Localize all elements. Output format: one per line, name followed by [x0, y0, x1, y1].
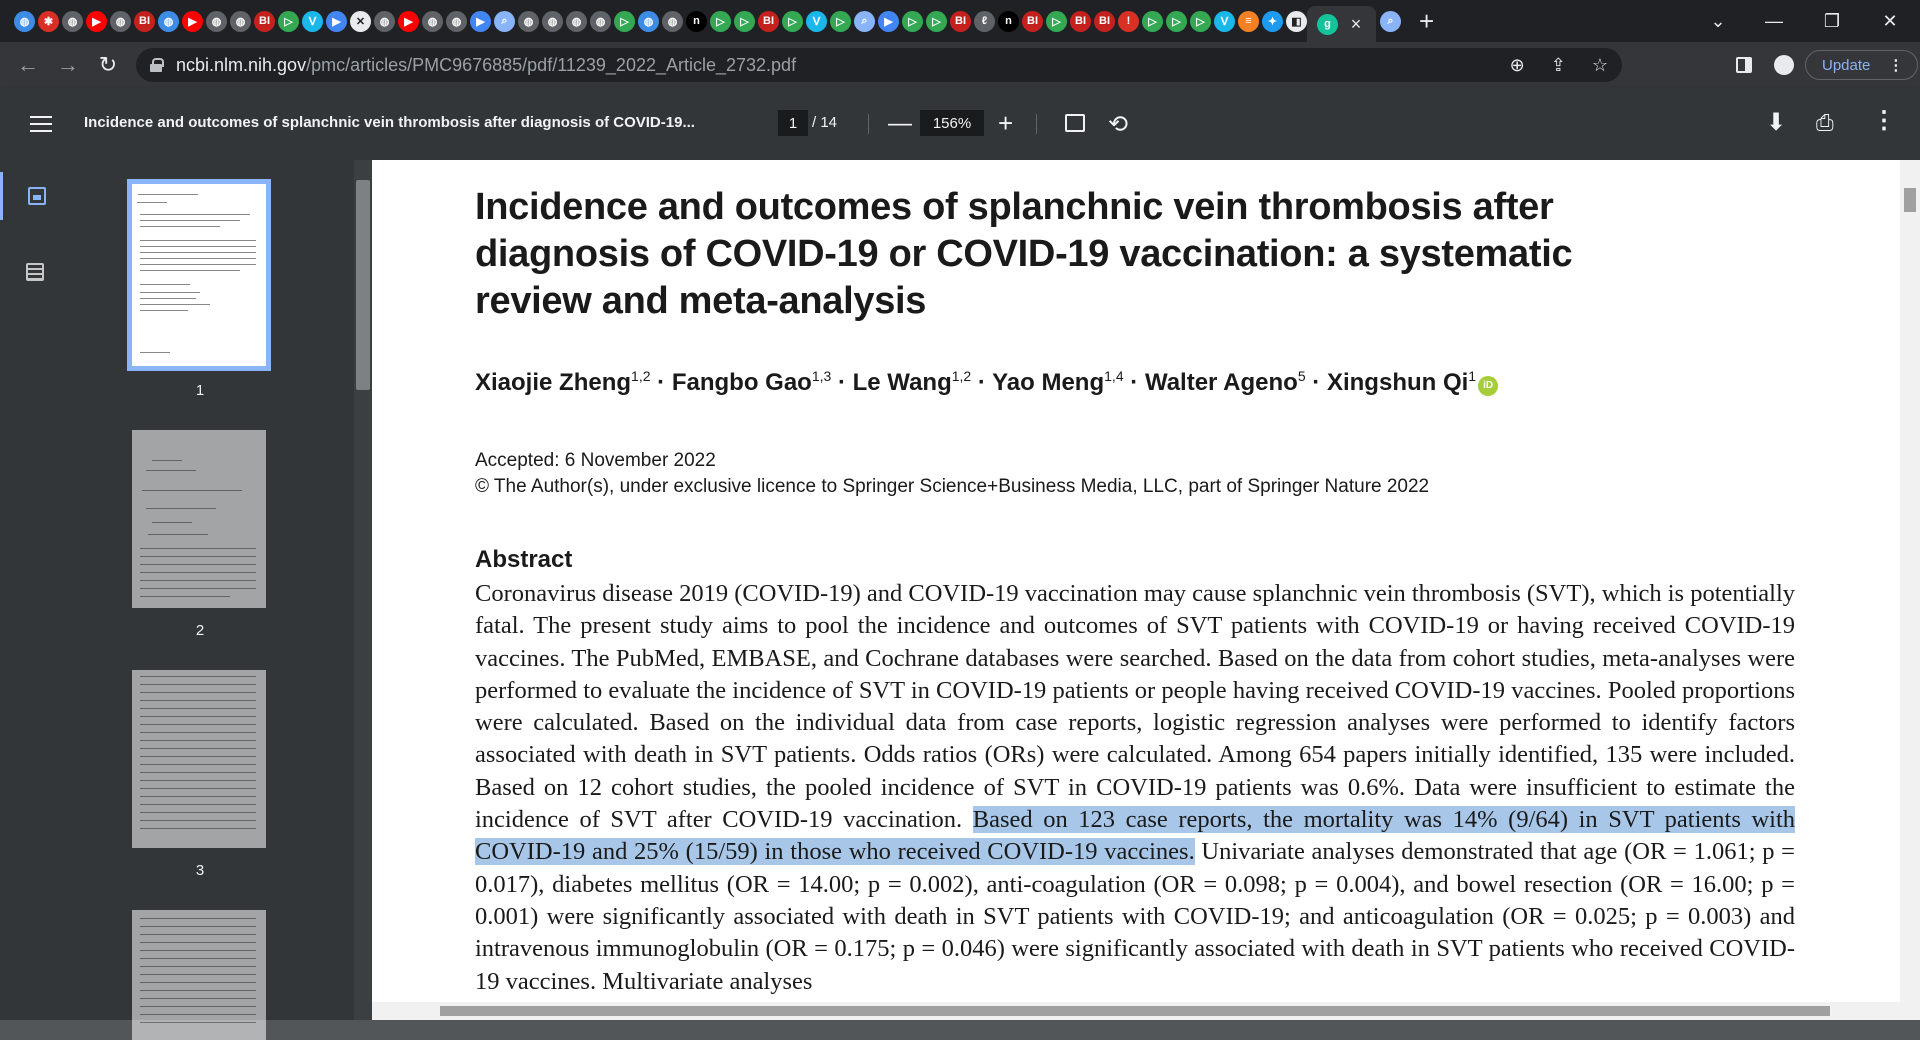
address-bar[interactable]	[136, 48, 1622, 82]
url-host: ncbi.nlm.nih.gov	[176, 54, 307, 75]
globe-favicon[interactable]: ◍	[14, 11, 35, 32]
thumbnail-text-line	[140, 780, 256, 781]
thumbnail-text-line	[140, 1022, 256, 1023]
author-affiliation: 5	[1297, 368, 1306, 384]
thumbnail-text-line	[140, 292, 200, 293]
web-favicon[interactable]: ◍	[566, 11, 587, 32]
chrome-favicon[interactable]: ✱	[38, 11, 59, 32]
fit-to-page-icon[interactable]	[1065, 114, 1085, 132]
bi-favicon[interactable]: BI	[758, 11, 779, 32]
globe-favicon[interactable]: ◍	[158, 11, 179, 32]
thumbnail-label: 2	[195, 622, 205, 639]
bi-favicon[interactable]: BI	[950, 11, 971, 32]
web-favicon[interactable]: ◍	[62, 11, 83, 32]
web-favicon[interactable]: ◍	[662, 11, 683, 32]
page-thumbnail-2[interactable]	[132, 430, 266, 608]
thumbnail-text-line	[140, 732, 256, 733]
thumbnail-text-line	[140, 926, 256, 927]
thumbnail-text-line	[137, 202, 167, 203]
bookmark-star-icon[interactable]: ☆	[1591, 54, 1608, 75]
tab-favicons	[0, 11, 1307, 32]
more-options-icon[interactable]: ⋮	[1872, 107, 1896, 134]
twitter-favicon[interactable]: ✦	[1262, 11, 1283, 32]
thumbnail-text-line	[140, 246, 256, 247]
author-name: Le Wang	[852, 369, 952, 396]
thumbnail-text-line	[140, 958, 256, 959]
update-button[interactable]	[1805, 50, 1918, 80]
thumbnail-text-line	[140, 764, 256, 765]
browser-toolbar	[0, 42, 1920, 88]
author-separator: ·	[831, 369, 853, 396]
thumbnail-text-line	[140, 812, 256, 813]
thumbnail-text-line	[140, 564, 256, 565]
active-tab[interactable]	[1307, 6, 1376, 42]
thumbnail-text-line	[140, 796, 256, 797]
search-favicon[interactable]: ⌕	[1380, 11, 1401, 32]
abstract-text-part: Univariate analyses demonstrated that age (OR = 1.061; p = 0.017), diabetes mellitus (OR = 14.00; p = 0.002), anti-coagulation (OR = 0.098; p = 0.004), and bowel resection (OR = 16.00; p = 0.001) were significantly associated with death in SVT patients with COVID-19; and anticoagulation (OR = 0.025; p = 0.003) and intravenous immunoglobulin (OR = 0.175; p = 0.046) were significantly associated with death in SVT patients who received COVID-19 vaccines. Multivariate analyses	[475, 838, 1795, 995]
download-icon[interactable]: ⬇	[1766, 109, 1787, 136]
thumbnail-text-line	[140, 934, 256, 935]
page-thumbnail-3[interactable]	[132, 670, 266, 848]
stack-favicon[interactable]: ≡	[1238, 11, 1259, 32]
web-favicon[interactable]: ◍	[590, 11, 611, 32]
url-path: /pmc/articles/PMC9676885/pdf/11239_2022_Article_2732.pdf	[306, 54, 797, 75]
side-panel-icon[interactable]	[1736, 50, 1752, 80]
bi-favicon[interactable]: BI	[1022, 11, 1043, 32]
menu-icon[interactable]	[30, 116, 52, 132]
thumbnail-text-line	[140, 580, 256, 581]
play-favicon[interactable]: ▷	[278, 11, 299, 32]
thumbnail-text-line	[142, 490, 242, 491]
web-favicon[interactable]: ◍	[374, 11, 395, 32]
play-favicon[interactable]: ▷	[902, 11, 923, 32]
author-name: Walter Ageno	[1144, 369, 1298, 396]
url-text[interactable]	[176, 55, 796, 76]
thumbnail-text-line	[140, 264, 256, 265]
thumbnail-text-line	[140, 684, 256, 685]
thumbnail-text-line	[140, 556, 256, 557]
sidebar-scrollbar[interactable]	[354, 160, 372, 1020]
play-favicon[interactable]: ▷	[1166, 11, 1187, 32]
web-favicon[interactable]: ◍	[446, 11, 467, 32]
thumbnail-text-line	[140, 548, 256, 549]
window-close-icon[interactable]: ✕	[1882, 10, 1898, 31]
page-scrollbar[interactable]	[1900, 160, 1920, 1020]
author-affiliation: 1	[1468, 368, 1477, 384]
play-favicon[interactable]: ▷	[734, 11, 755, 32]
thumbnail-text-line	[140, 918, 256, 919]
thumbnail-text-line	[140, 724, 256, 725]
play-favicon[interactable]: ▷	[614, 11, 635, 32]
author-affiliation: 1,2	[951, 368, 972, 384]
zoom-icon[interactable]: ⊕	[1509, 54, 1525, 75]
page-number-input[interactable]: 1	[778, 110, 808, 136]
thumbnail-text-line	[152, 460, 182, 461]
outline-view-button[interactable]	[0, 248, 70, 296]
accepted-date: Accepted: 6 November 2022	[475, 450, 716, 471]
vimeo-favicon[interactable]: ᐯ	[302, 11, 323, 32]
thumbnail-text-line	[140, 716, 256, 717]
thumbnail-text-line	[140, 974, 256, 975]
pdf-sidebar	[0, 160, 354, 1020]
sidebar-rail	[0, 160, 70, 1020]
new-tab-button[interactable]: +	[1419, 5, 1435, 36]
thumbnail-text-line	[140, 252, 256, 253]
youtube-favicon[interactable]: ▶	[398, 11, 419, 32]
thumbnail-label: 3	[195, 862, 205, 879]
bi-favicon[interactable]: BI	[1070, 11, 1091, 32]
thumbnail-text-line	[152, 522, 192, 523]
back-icon[interactable]: ←	[17, 52, 39, 77]
thumbnail-text-line	[140, 772, 256, 773]
document-title: Incidence and outcomes of splanchnic vein thrombosis after diagnosis of COVID-19...	[84, 114, 695, 131]
sidebar-scroll-thumb[interactable]	[356, 180, 370, 390]
share-icon[interactable]: ⇪	[1550, 54, 1566, 75]
tab-close-icon[interactable]: ×	[1350, 13, 1362, 34]
web-favicon[interactable]: ◍	[110, 11, 131, 32]
thumbnail-text-line	[140, 240, 256, 241]
article-title: Incidence and outcomes of splanchnic vein thrombosis after diagnosis of COVID-19 or COVID-19 vaccination: a systematic review and meta-analysis	[475, 186, 1573, 322]
abstract-heading: Abstract	[475, 546, 573, 573]
author-separator: ·	[1305, 369, 1327, 396]
thumbnail-text-line	[140, 298, 196, 299]
play-favicon[interactable]: ▷	[782, 11, 803, 32]
web-favicon[interactable]: ◍	[518, 11, 539, 32]
page-thumbnail-1[interactable]	[132, 184, 266, 366]
thumbnail-text-line	[140, 572, 256, 573]
web-favicon[interactable]: ◍	[206, 11, 227, 32]
author-name: Fangbo Gao	[671, 369, 812, 396]
play-favicon[interactable]: ▷	[710, 11, 731, 32]
toolbar-divider	[1036, 114, 1037, 134]
thumbnail-text-line	[140, 748, 256, 749]
thumbnail-text-line	[140, 942, 256, 943]
thumbnail-text-line	[140, 804, 256, 805]
n-favicon[interactable]: n	[686, 11, 707, 32]
reload-icon[interactable]: ↻	[98, 52, 118, 77]
horizontal-scroll-thumb[interactable]	[440, 1006, 1830, 1016]
thumbnail-text-line	[140, 214, 250, 215]
thumbnail-text-line	[140, 676, 256, 677]
thumbnails-view-button[interactable]	[0, 172, 70, 220]
zoom-level-input[interactable]: 156%	[920, 110, 984, 136]
accepted-block	[475, 448, 1429, 500]
update-label: Update	[1822, 56, 1871, 74]
thumbnail-text-line	[140, 1006, 256, 1007]
thumbnail-text-line	[140, 788, 256, 789]
play-favicon[interactable]: ▷	[830, 11, 851, 32]
puzzle-favicon[interactable]: ✕	[350, 11, 371, 32]
thumbnail-text-line	[140, 270, 240, 271]
copyright-notice: © The Author(s), under exclusive licence to Springer Science+Business Media, LLC, part of Springer Nature 2022	[475, 476, 1430, 497]
youtube-favicon[interactable]: ▶	[182, 11, 203, 32]
thumbnail-text-line	[138, 194, 198, 195]
page-total: / 14	[812, 114, 838, 131]
web-favicon[interactable]: ◍	[542, 11, 563, 32]
pdf-page	[372, 160, 1900, 1002]
page-thumbnail-4[interactable]	[132, 910, 266, 1040]
print-icon[interactable]: ⎙	[1816, 110, 1834, 135]
play-favicon[interactable]: ▷	[1190, 11, 1211, 32]
thumbnail-text-line	[140, 596, 230, 597]
thumbnail-text-line	[140, 756, 256, 757]
thumbnail-text-line	[146, 508, 216, 509]
thumbnail-icon	[28, 187, 46, 205]
forward-icon[interactable]: →	[57, 52, 79, 77]
author-name: Xingshun Qi	[1326, 369, 1469, 396]
video-favicon[interactable]: ▶	[878, 11, 899, 32]
thumbnail-text-line	[140, 990, 256, 991]
tab-strip	[0, 0, 1920, 42]
thumbnail-text-line	[140, 352, 170, 353]
thumbnail-text-line	[140, 998, 256, 999]
thumbnail-text-line	[140, 588, 256, 589]
thumbnail-text-line	[146, 470, 196, 471]
author-name: Xiaojie Zheng	[475, 369, 632, 396]
bi-favicon[interactable]: BI	[1094, 11, 1115, 32]
author-separator: ·	[1123, 369, 1145, 396]
play-favicon[interactable]: ▷	[1046, 11, 1067, 32]
author-list	[475, 368, 1498, 397]
medium-favicon[interactable]: ◧	[1286, 11, 1307, 32]
outline-icon	[26, 263, 44, 281]
play-favicon[interactable]: ▷	[1142, 11, 1163, 32]
thumbnail-text-line	[140, 310, 188, 311]
minimize-icon[interactable]: —	[1765, 10, 1783, 31]
toolbar-divider	[868, 114, 869, 134]
profile-avatar-icon[interactable]	[1774, 50, 1794, 80]
lib-favicon[interactable]: ℓ	[974, 11, 995, 32]
play-favicon[interactable]: ▷	[926, 11, 947, 32]
thumbnail-text-line	[140, 966, 256, 967]
vimeo-favicon[interactable]: ᐯ	[806, 11, 827, 32]
thumbnail-text-line	[140, 1014, 256, 1015]
bi-favicon[interactable]: BI	[134, 11, 155, 32]
thumbnail-text-line	[140, 950, 256, 951]
thumbnail-text-line	[140, 692, 256, 693]
author-separator: ·	[650, 369, 672, 396]
zoom-in-button[interactable]: +	[998, 108, 1014, 138]
thumbnail-text-line	[140, 820, 256, 821]
bi-favicon[interactable]: BI	[254, 11, 275, 32]
author-affiliation: 1,3	[811, 368, 832, 384]
tab-search-dropdown-icon[interactable]: ⌄	[1710, 10, 1726, 31]
video-favicon[interactable]: ▶	[470, 11, 491, 32]
globe-favicon[interactable]: ◍	[638, 11, 659, 32]
abstract-highlight: Based on 123 case reports, the mortality was 14% (9/64) in SVT patients with COVID-19 and 25% (15/59) in those who received COVID-19 vaccines.	[475, 806, 1796, 866]
search-favicon[interactable]: ⌕	[854, 11, 875, 32]
thumbnail-text-line	[140, 740, 256, 741]
author-separator: ·	[971, 369, 993, 396]
thumbnail-text-line	[140, 226, 220, 227]
thumbnail-text-line	[148, 534, 208, 535]
thumbnail-label: 1	[195, 382, 205, 399]
thumbnail-text-line	[140, 284, 190, 285]
thumbnail-text-line	[140, 220, 240, 221]
lock-icon[interactable]	[150, 58, 162, 72]
thumbnail-text-line	[140, 304, 210, 305]
video-favicon[interactable]: ▶	[326, 11, 347, 32]
abstract-text	[475, 578, 1795, 998]
web-favicon[interactable]: ◍	[422, 11, 443, 32]
abstract-text-part: Coronavirus disease 2019 (COVID-19) and COVID-19 vaccination may cause splanchnic vein thrombosis (SVT), which is potentially fatal. The present study aims to pool the incidence and outcomes of SVT patients with COVID-19 or having received COVID-19 vaccines. The PubMed, EMBASE, and Cochrane databases were searched. Based on the data from cohort studies, meta-analyses were performed to evaluate the incidence of SVT in COVID-19 patients or people having received COVID-19 vaccines. Pooled proportions were calculated. Based on the individual data from case reports, logistic regression analyses were performed to identify factors associated with death in SVT patients. Odds ratios (ORs) were calculated. Among 654 papers initially identified, 135 were included. Based on 12 cohort studies, the pooled incidence of SVT in COVID-19 patients was 0.6%. Data were insufficient to estimate the incidence of SVT after COVID-19 vaccination.	[475, 580, 1795, 834]
author-affiliation: 1,4	[1104, 368, 1124, 384]
thumbnail-text-line	[140, 258, 256, 259]
rotate-icon[interactable]: ⟲	[1108, 111, 1129, 138]
thumbnail-text-line	[140, 708, 256, 709]
horizontal-scrollbar[interactable]	[372, 1002, 1900, 1020]
zoom-out-button[interactable]: —	[888, 110, 912, 137]
alert-favicon[interactable]: !	[1118, 11, 1139, 32]
author-affiliation: 1,2	[631, 368, 651, 384]
page-scroll-thumb[interactable]	[1904, 188, 1916, 212]
author-name: Yao Meng	[992, 369, 1105, 396]
update-menu-icon: ⋮	[1888, 57, 1904, 74]
web-favicon[interactable]: ◍	[230, 11, 251, 32]
youtube-favicon[interactable]: ▶	[86, 11, 107, 32]
orcid-icon[interactable]: iD	[1478, 376, 1498, 396]
trailing-tabs	[1380, 11, 1401, 32]
search-favicon[interactable]: ⌕	[494, 11, 515, 32]
pdf-toolbar	[0, 88, 1920, 160]
grammarly-favicon[interactable]: g	[1317, 14, 1338, 35]
restore-icon[interactable]: ❐	[1823, 10, 1841, 31]
thumbnail-text-line	[140, 828, 256, 829]
thumbnail-text-line	[140, 700, 256, 701]
n-favicon[interactable]: n	[998, 11, 1019, 32]
vimeo-favicon[interactable]: ᐯ	[1214, 11, 1235, 32]
thumbnail-text-line	[140, 982, 256, 983]
